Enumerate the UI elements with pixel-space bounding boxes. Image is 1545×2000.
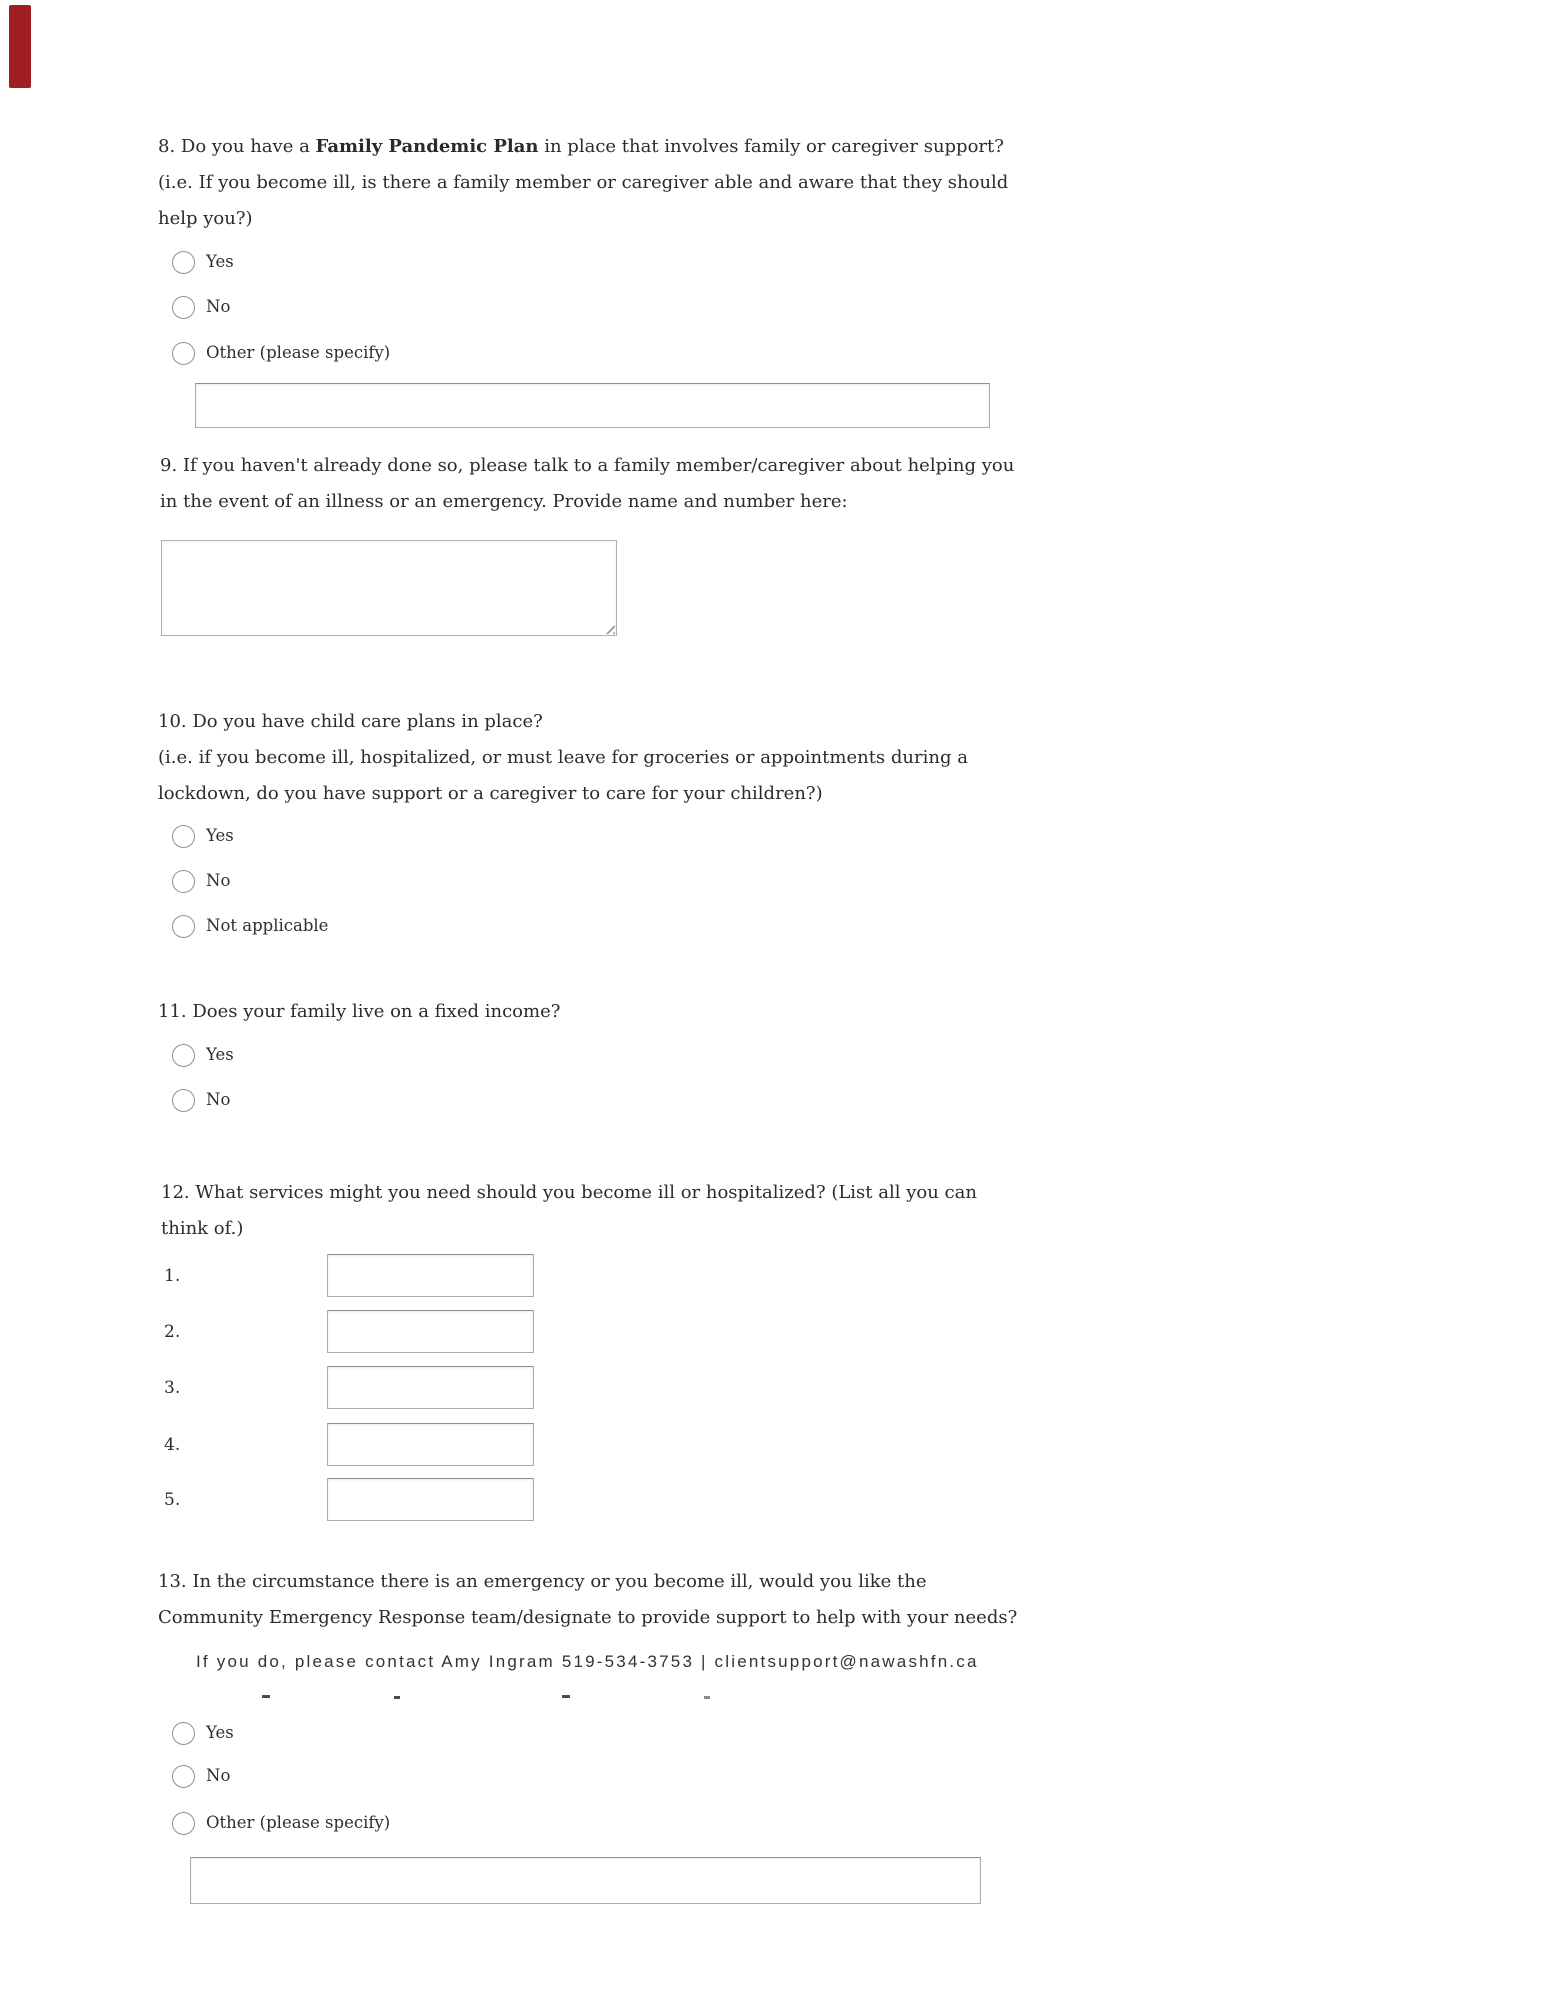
q10-option-yes-label: Yes (206, 826, 234, 845)
q8-option-yes-label: Yes (206, 252, 234, 271)
clipped-text-remnant (394, 1696, 400, 1699)
q13-other-input[interactable] (190, 1857, 981, 1904)
radio-button-icon[interactable] (172, 915, 195, 938)
question-10-title (158, 704, 968, 812)
q8-other-input[interactable] (195, 383, 990, 428)
clipped-text-remnant (704, 1696, 710, 1699)
q11-option-no-label: No (206, 1090, 231, 1109)
q8-option-other-label: Other (please specify) (206, 343, 391, 362)
q8-line1-suffix: in place that involves family or caregiver support? (538, 136, 1004, 157)
radio-button-icon[interactable] (172, 1765, 195, 1788)
q13-line-1: 13. In the circumstance there is an emergency or you become ill, would you like the (158, 1571, 927, 1592)
radio-button-icon[interactable] (172, 296, 195, 319)
q8-line1-prefix: 8. Do you have a (158, 136, 316, 157)
q12-item-1-input[interactable] (327, 1254, 534, 1297)
q12-line-1: 12. What services might you need should you become ill or hospitalized? (List all you can (161, 1182, 977, 1203)
q8-line1-bold: Family Pandemic Plan (315, 136, 539, 157)
q10-option-not-applicable[interactable] (172, 914, 328, 938)
q9-line-2: in the event of an illness or an emergency. Provide name and number here: (160, 491, 848, 512)
q12-line-2: think of.) (161, 1218, 244, 1239)
clipped-text-remnant (262, 1695, 270, 1698)
question-13-title (158, 1564, 1017, 1636)
q13-line-2: Community Emergency Response team/designate to provide support to help with your needs? (158, 1607, 1018, 1628)
q12-item-1-number: 1. (164, 1266, 181, 1286)
radio-button-icon[interactable] (172, 342, 195, 365)
q13-option-other-label: Other (please specify) (206, 1813, 391, 1832)
q12-item-3-number: 3. (164, 1378, 181, 1398)
radio-button-icon[interactable] (172, 825, 195, 848)
clipped-text-remnant (562, 1695, 570, 1698)
q8-option-no[interactable] (172, 295, 230, 319)
q12-item-5-input[interactable] (327, 1478, 534, 1521)
q8-option-no-label: No (206, 297, 231, 316)
radio-button-icon[interactable] (172, 1722, 195, 1745)
q11-option-yes-label: Yes (206, 1045, 234, 1064)
red-marker (9, 5, 31, 88)
q11-line-1: 11. Does your family live on a fixed income? (158, 1001, 561, 1022)
question-9-title (160, 448, 1014, 520)
q12-item-2-input[interactable] (327, 1310, 534, 1353)
radio-button-icon[interactable] (172, 1812, 195, 1835)
q11-option-no[interactable] (172, 1088, 230, 1112)
q13-option-no-label: No (206, 1766, 231, 1785)
radio-button-icon[interactable] (172, 251, 195, 274)
q12-item-4-input[interactable] (327, 1423, 534, 1466)
q13-option-other[interactable] (172, 1811, 390, 1835)
q9-answer-textarea[interactable] (161, 540, 617, 636)
q11-option-yes[interactable] (172, 1043, 234, 1067)
q13-option-yes-label: Yes (206, 1723, 234, 1742)
q8-option-other[interactable] (172, 341, 390, 365)
q8-line-1 (158, 129, 1008, 165)
question-8-title (158, 129, 1008, 237)
q13-option-yes[interactable] (172, 1721, 234, 1745)
q8-line-2: (i.e. If you become ill, is there a family member or caregiver able and aware that they should (158, 172, 1009, 193)
q8-line-3: help you?) (158, 208, 253, 229)
q13-option-no[interactable] (172, 1764, 230, 1788)
q10-line-2: (i.e. if you become ill, hospitalized, or must leave for groceries or appointments during a (158, 747, 968, 768)
question-12-title (161, 1175, 977, 1247)
q12-item-5-number: 5. (164, 1490, 181, 1510)
radio-button-icon[interactable] (172, 1089, 195, 1112)
q10-line-1: 10. Do you have child care plans in place? (158, 711, 543, 732)
radio-button-icon[interactable] (172, 870, 195, 893)
q9-line-1: 9. If you haven't already done so, please talk to a family member/caregiver about helping you (160, 455, 1015, 476)
radio-button-icon[interactable] (172, 1044, 195, 1067)
question-11-title (158, 994, 560, 1030)
q10-line-3: lockdown, do you have support or a caregiver to care for your children?) (158, 783, 823, 804)
q10-option-no[interactable] (172, 869, 230, 893)
q12-item-4-number: 4. (164, 1435, 181, 1455)
q12-item-2-number: 2. (164, 1322, 181, 1342)
q10-option-not-applicable-label: Not applicable (206, 916, 329, 935)
q13-contact-note: If you do, please contact Amy Ingram 519-534-3753 | clientsupport@nawashfn.ca (196, 1652, 979, 1671)
q10-option-yes[interactable] (172, 824, 234, 848)
q10-option-no-label: No (206, 871, 231, 890)
q8-option-yes[interactable] (172, 250, 234, 274)
q12-item-3-input[interactable] (327, 1366, 534, 1409)
